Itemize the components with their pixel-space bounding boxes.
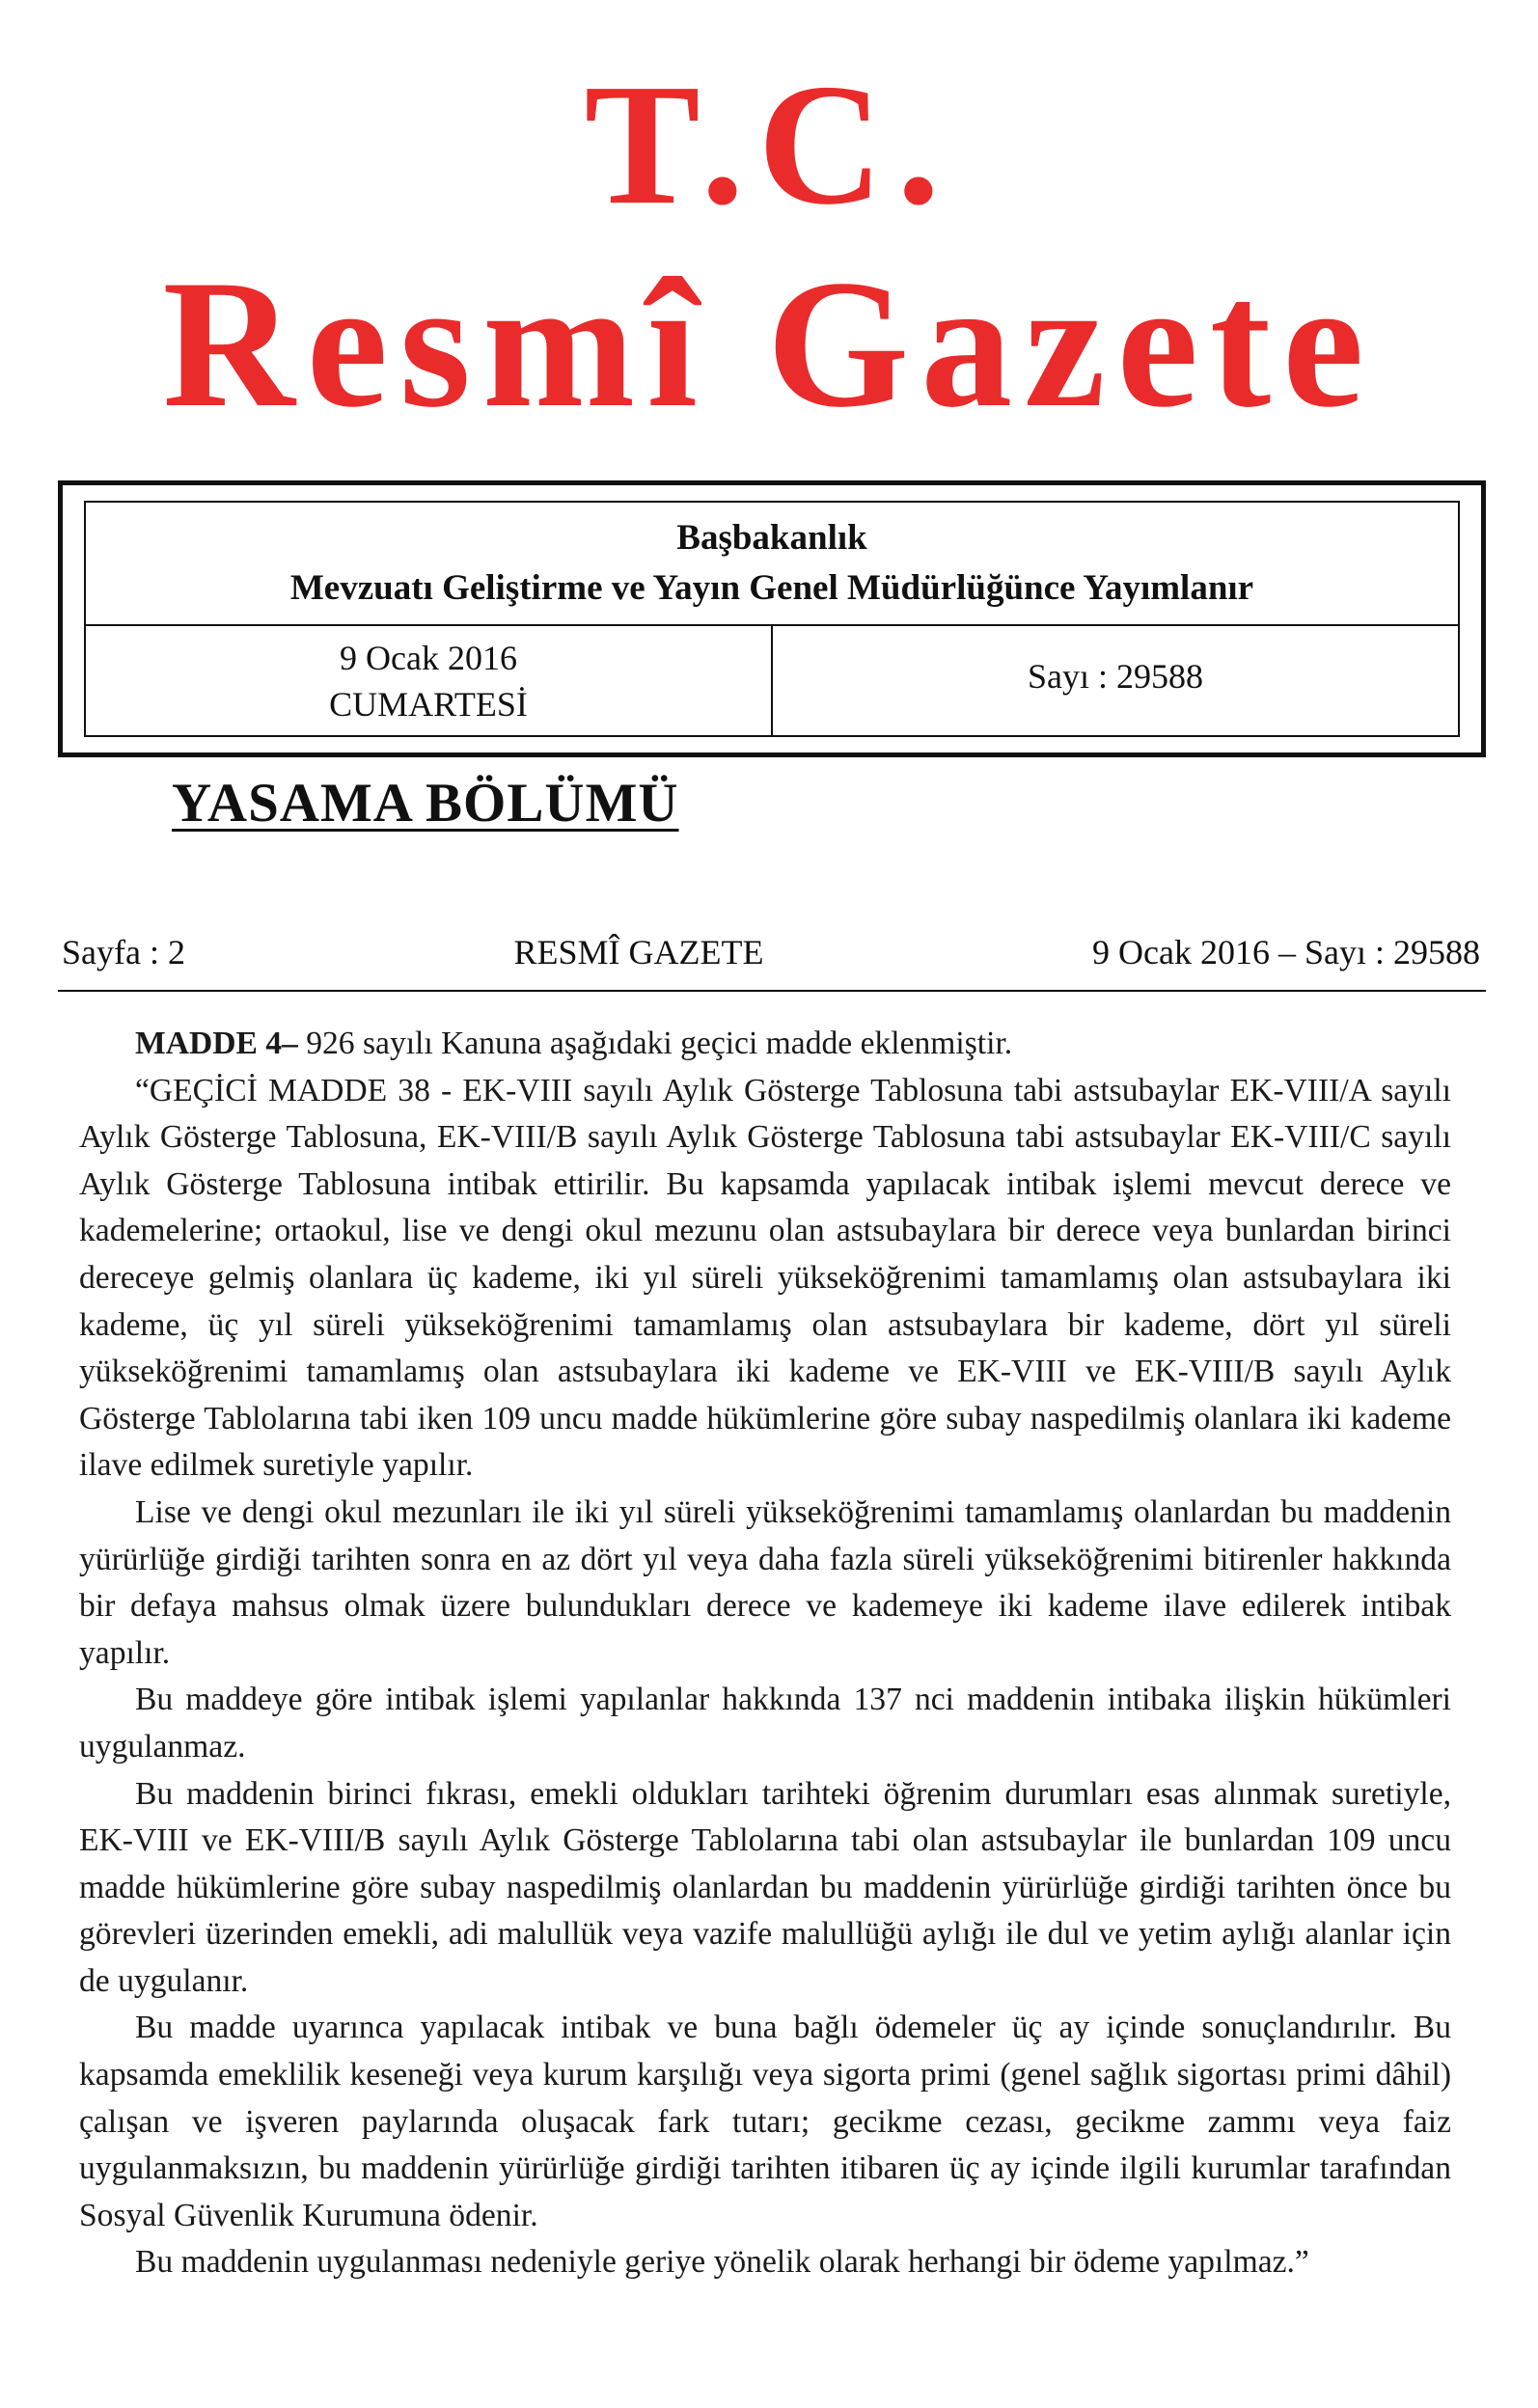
publication-date-block — [86, 626, 773, 735]
publication-info-box — [58, 480, 1486, 757]
article-label: MADDE 4– — [135, 1026, 298, 1061]
article-paragraph-6: Bu maddenin uygulanması nedeniyle geriye yönelik olarak herhangi bir ödeme yapılmaz.” — [135, 2244, 1309, 2281]
publisher-description: Mevzuatı Geliştirme ve Yayın Genel Müdürlüğünce Yayımlanır — [289, 568, 1254, 608]
issue-number-block — [773, 626, 1458, 735]
article-intro: 926 sayılı Kanuna aşağıdaki geçici madde eklenmiştir. — [297, 1026, 1013, 1061]
article-paragraph-4: Bu maddenin birinci fıkrası, emekli oldukları tarihteki öğrenim durumları esas alınmak suretiyle, EK-VIII ve EK-VIII/B sayılı Aylık Gösterge Tablolarına tabi olan astsubaylar ile bunlardan 109 uncu madde hükümlerine göre subay naspedilmiş olanlardan bu maddenin yürürlüğe girdiği tarihten önce bu görevleri üzerinden emekli, adi malullük veya vazife malullüğü aylığı ile dul ve yetim aylığı alanlar için de uygulanır. — [79, 1775, 1451, 1999]
publisher-name: Başbakanlık — [676, 518, 867, 558]
header-date-issue: 9 Ocak 2016 – Sayı : 29588 — [1092, 933, 1480, 971]
issue-number: Sayı : 29588 — [1027, 656, 1203, 696]
header-divider — [58, 990, 1486, 992]
page-number: Sayfa : 2 — [62, 933, 185, 971]
article-paragraph-1: “GEÇİCİ MADDE 38 - EK-VIII sayılı Aylık Gösterge Tablosuna tabi astsubaylar EK-VIII/A sayılı Aylık Gösterge Tablosuna, EK-VIII/B sayılı Aylık Gösterge Tablosuna tabi astsubaylar EK-VIII/C sayılı Aylık Gösterge Tablosuna intibak ettirilir. Bu kapsamda yapılacak intibak işlemi mevcut derece ve kademelerine; ortaokul, lise ve dengi okul mezunu olan astsubaylara bir derece veya bunlardan birinci dereceye gelmiş olanlara üç kademe, iki yıl süreli yükseköğrenimi tamamlamış olan astsubaylara iki kademe, üç yıl süreli yükseköğrenimi tamamlamış olan astsubaylara bir kademe, dört yıl süreli yükseköğrenimi tamamlamış olan astsubaylara iki kademe ve EK-VIII ve EK-VIII/B sayılı Aylık Gösterge Tablolarına tabi iken 109 uncu madde hükümlerine göre subay naspedilmiş olanlara iki kademe ilave edilmek suretiyle yapılır. — [79, 1072, 1451, 1484]
article-paragraph-2: Lise ve dengi okul mezunları ile iki yıl süreli yükseköğrenimi tamamlamış olanlardan bu maddenin yürürlüğe girdiği tarihten sonra en az dört yıl veya daha fazla süreli yükseköğrenimi bitirenler hakkında bir defaya mahsus olmak üzere bulundukları derece ve kademeye iki kademe ilave edilerek intibak yapılır. — [79, 1493, 1451, 1671]
article-body — [79, 1021, 1451, 2286]
publication-weekday: CUMARTESİ — [329, 684, 528, 724]
article-intro-paragraph — [79, 1021, 1451, 1068]
section-title: YASAMA BÖLÜMÜ — [172, 773, 679, 834]
page-header — [62, 932, 1480, 972]
article-paragraph-5: Bu madde uyarınca yapılacak intibak ve buna bağlı ödemeler üç ay içinde sonuçlandırılır. Bu kapsamda emeklilik keseneği veya kurum karşılığı veya sigorta primi (genel sağlık sigortası primi dâhil) çalışan ve işveren paylarında oluşacak fark tutarı; gecikme cezası, gecikme zammı veya faiz uygulanmaksızın, bu maddenin yürürlüğe girdiği tarihten itibaren üç ay içinde ilgili kurumlar tarafından Sosyal Güvenlik Kurumuna ödenir. — [79, 2010, 1451, 2233]
article-paragraph-3: Bu maddeye göre intibak işlemi yapılanlar hakkında 137 nci maddenin intibaka ilişkin hükümleri uygulanmaz. — [79, 1682, 1451, 1765]
masthead-title: Resmî Gazete — [162, 243, 1376, 446]
publication-info-inner — [84, 501, 1460, 737]
publication-name: RESMÎ GAZETE — [513, 933, 764, 971]
publisher-block — [86, 503, 1458, 626]
publication-meta — [86, 626, 1458, 735]
publication-date: 9 Ocak 2016 — [340, 638, 517, 677]
masthead-tc: T.C. — [584, 48, 954, 240]
